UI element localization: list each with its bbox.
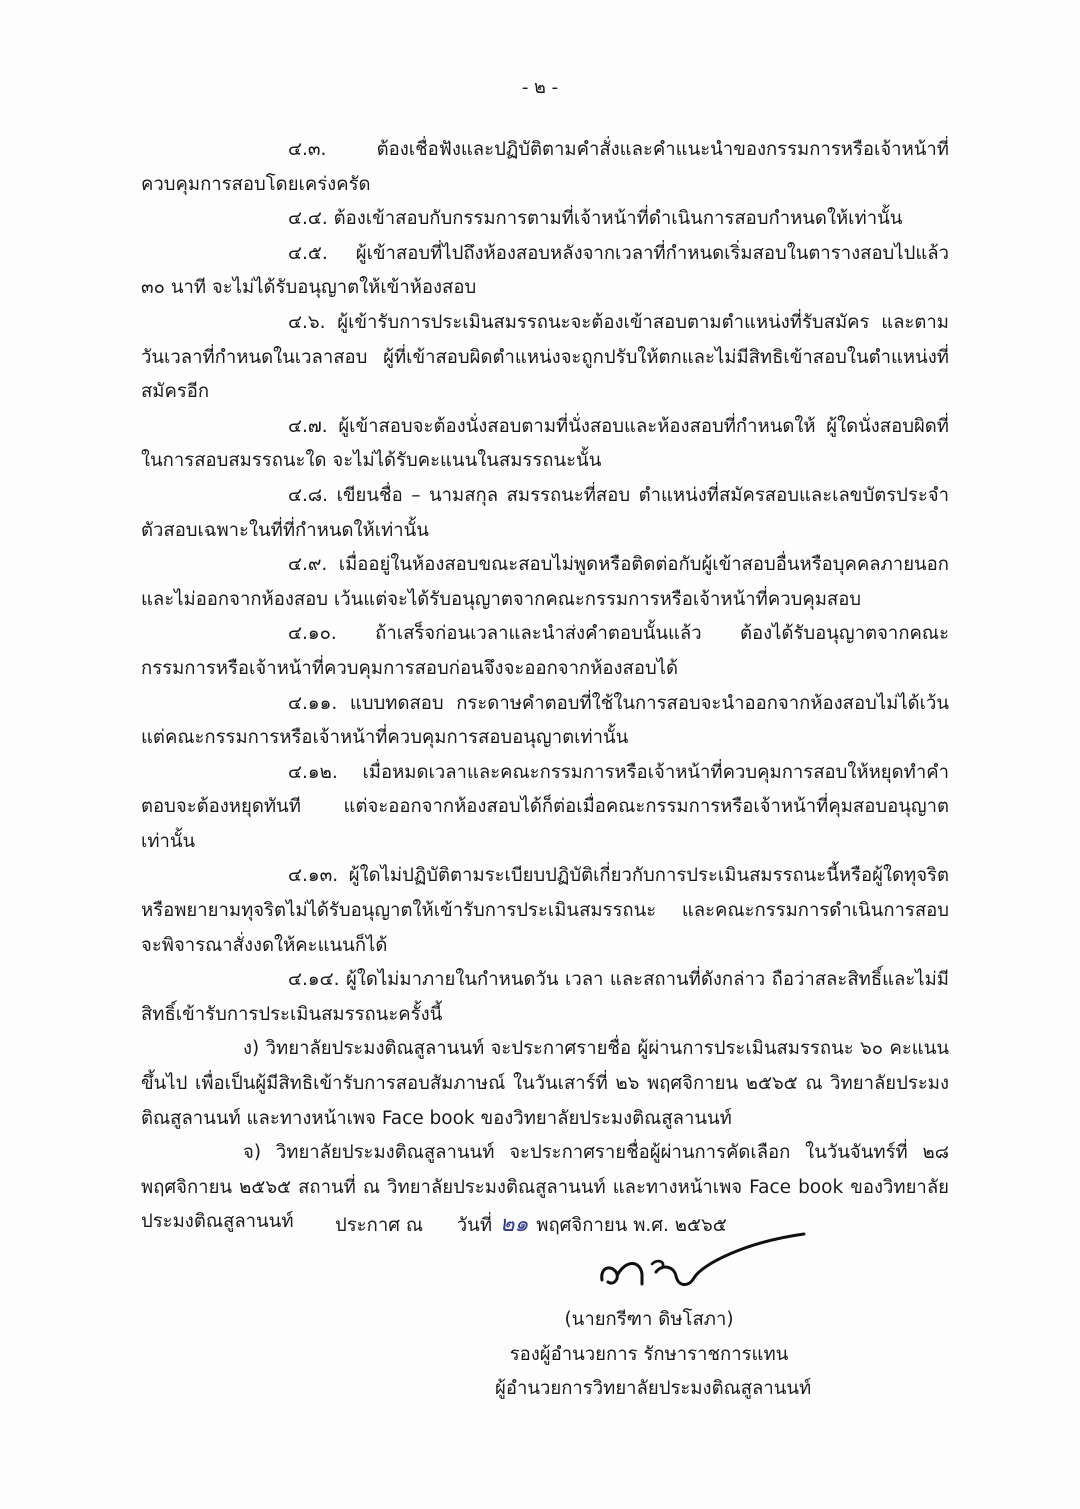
rule-4-8: ๔.๘. เขียนชื่อ – นามสกุล สมรรถนะที่สอบ ตำแหน่งที่สมัครสอบและเลขบัตรประจำตัวสอบเฉพาะในที่ที่กำหนดให้เท่านั้น [141,484,949,541]
rule-4-6: ๔.๖. ผู้เข้ารับการประเมินสมรรถนะจะต้องเข้าสอบตามตำแหน่งที่รับสมัคร และตามวันเวลาที่กำหนดในเวลาสอบ ผู้ที่เข้าสอบผิดตำแหน่งจะถูกปรับให้ตกและไม่มีสิทธิเข้าสอบในตำแหน่งที่สมัครอีก [141,311,949,403]
rule-4-5: ๔.๕. ผู้เข้าสอบที่ไปถึงห้องสอบหลังจากเวลาที่กำหนดเริ่มสอบในตารางสอบไปแล้ว ๓๐ นาที จะไม่ได้รับอนุญาตให้เข้าห้องสอบ [141,242,949,299]
document-body [141,133,949,1240]
signatory-position: รองผู้อำนวยการ รักษาราชการแทน [509,1343,789,1365]
rule-4-3: ๔.๓. ต้องเชื่อฟังและปฏิบัติตามคำสั่งและคำแนะนำของกรรมการหรือเจ้าหน้าที่ควบคุมการสอบโดยเคร่งครัด [141,139,949,195]
announcement-day-label: วันที่ [456,1215,493,1236]
announcement-prefix: ประกาศ ณ [335,1215,423,1236]
handwritten-signature [596,1228,808,1300]
rule-4-14: ๔.๑๔. ผู้ใดไม่มาภายในกำหนดวัน เวลา และสถานที่ดังกล่าว ถือว่าสละสิทธิ์และไม่มีสิทธิ์เข้ารับการประเมินสมรรถนะครั้งนี้ [141,969,949,1025]
signatory-block [495,1303,812,1407]
rule-4-9: ๔.๙. เมื่ออยู่ในห้องสอบขณะสอบไม่พูดหรือติดต่อกับผู้เข้าสอบอื่นหรือบุคคลภายนอกและไม่ออกจากห้องสอบ เว้นแต่จะได้รับอนุญาตจากคณะกรรมการหรือเจ้าหน้าที่ควบคุมสอบ [141,554,949,610]
rule-4-11: ๔.๑๑. แบบทดสอบ กระดาษคำตอบที่ใช้ในการสอบจะนำออกจากห้องสอบไม่ได้เว้นแต่คณะกรรมการหรือเจ้าหน้าที่ควบคุมการสอบอนุญาตเท่านั้น [141,692,949,749]
handwritten-day: ๒๑ [499,1212,529,1237]
rule-4-10: ๔.๑๐. ถ้าเสร็จก่อนเวลาและนำส่งคำตอบนั้นแล้ว ต้องได้รับอนุญาตจากคณะกรรมการหรือเจ้าหน้าที่ควบคุมการสอบก่อนจึงจะออกจากห้องสอบได้ [141,623,949,679]
rule-4-12: ๔.๑๒. เมื่อหมดเวลาและคณะกรรมการหรือเจ้าหน้าที่ควบคุมการสอบให้หยุดทำคำตอบจะต้องหยุดทันที แต่จะออกจากห้องสอบได้ก็ต่อเมื่อคณะกรรมการหรือเจ้าหน้าที่คุมสอบอนุญาตเท่านั้น [141,761,949,852]
section-ng: ง) วิทยาลัยประมงติณสูลานนท์ จะประกาศรายชื่อ ผู้ผ่านการประเมินสมรรถนะ ๖๐ คะแนนขึ้นไป เพื่อเป็นผู้มีสิทธิเข้ารับการสอบสัมภาษณ์ ในวันเสาร์ที่ ๒๖ พฤศจิกายน ๒๕๖๕ ณ วิทยาลัยประมงติณสูลานนท์ และทางหน้าเพจ Face book ของวิทยาลัยประมงติณสูลานนท์ [141,1038,949,1129]
announcement-month-year: พฤศจิกายน พ.ศ. ๒๕๖๕ [536,1215,727,1236]
signatory-name: (นายกรีฑา ดิษโสภา) [564,1309,734,1330]
section-jo: จ) วิทยาลัยประมงติณสูลานนท์ จะประกาศรายชื่อผู้ผ่านการคัดเลือก ในวันจันทร์ที่ ๒๘ พฤศจิกายน ๒๕๖๕ สถานที่ ณ วิทยาลัยประมงติณสูลานนท์ และทางหน้าเพจ Face book ของวิทยาลัยประมงติณสูลานนท์ [141,1142,949,1233]
page-number: - ๒ - [521,77,559,98]
rule-4-4: ๔.๔. ต้องเข้าสอบกับกรรมการตามที่เจ้าหน้าที่ดำเนินการสอบกำหนดให้เท่านั้น [288,208,903,230]
rule-4-7: ๔.๗. ผู้เข้าสอบจะต้องนั่งสอบตามที่นั่งสอบและห้องสอบที่กำหนดให้ ผู้ใดนั่งสอบผิดที่ในการสอบสมรรถนะใด จะไม่ได้รับคะแนนในสมรรถนะนั้น [141,415,949,472]
signatory-title: ผู้อำนวยการวิทยาลัยประมงติณสูลานนท์ [495,1378,812,1400]
rule-4-13: ๔.๑๓. ผู้ใดไม่ปฏิบัติตามระเบียบปฏิบัติเกี่ยวกับการประเมินสมรรถนะนี้หรือผู้ใดทุจริตหรือพยายามทุจริตไม่ได้รับอนุญาตให้เข้ารับการประเมินสมรรถนะ และคณะกรรมการดำเนินการสอบจะพิจารณาสั่งงดให้คะแนนก็ได้ [141,865,949,956]
